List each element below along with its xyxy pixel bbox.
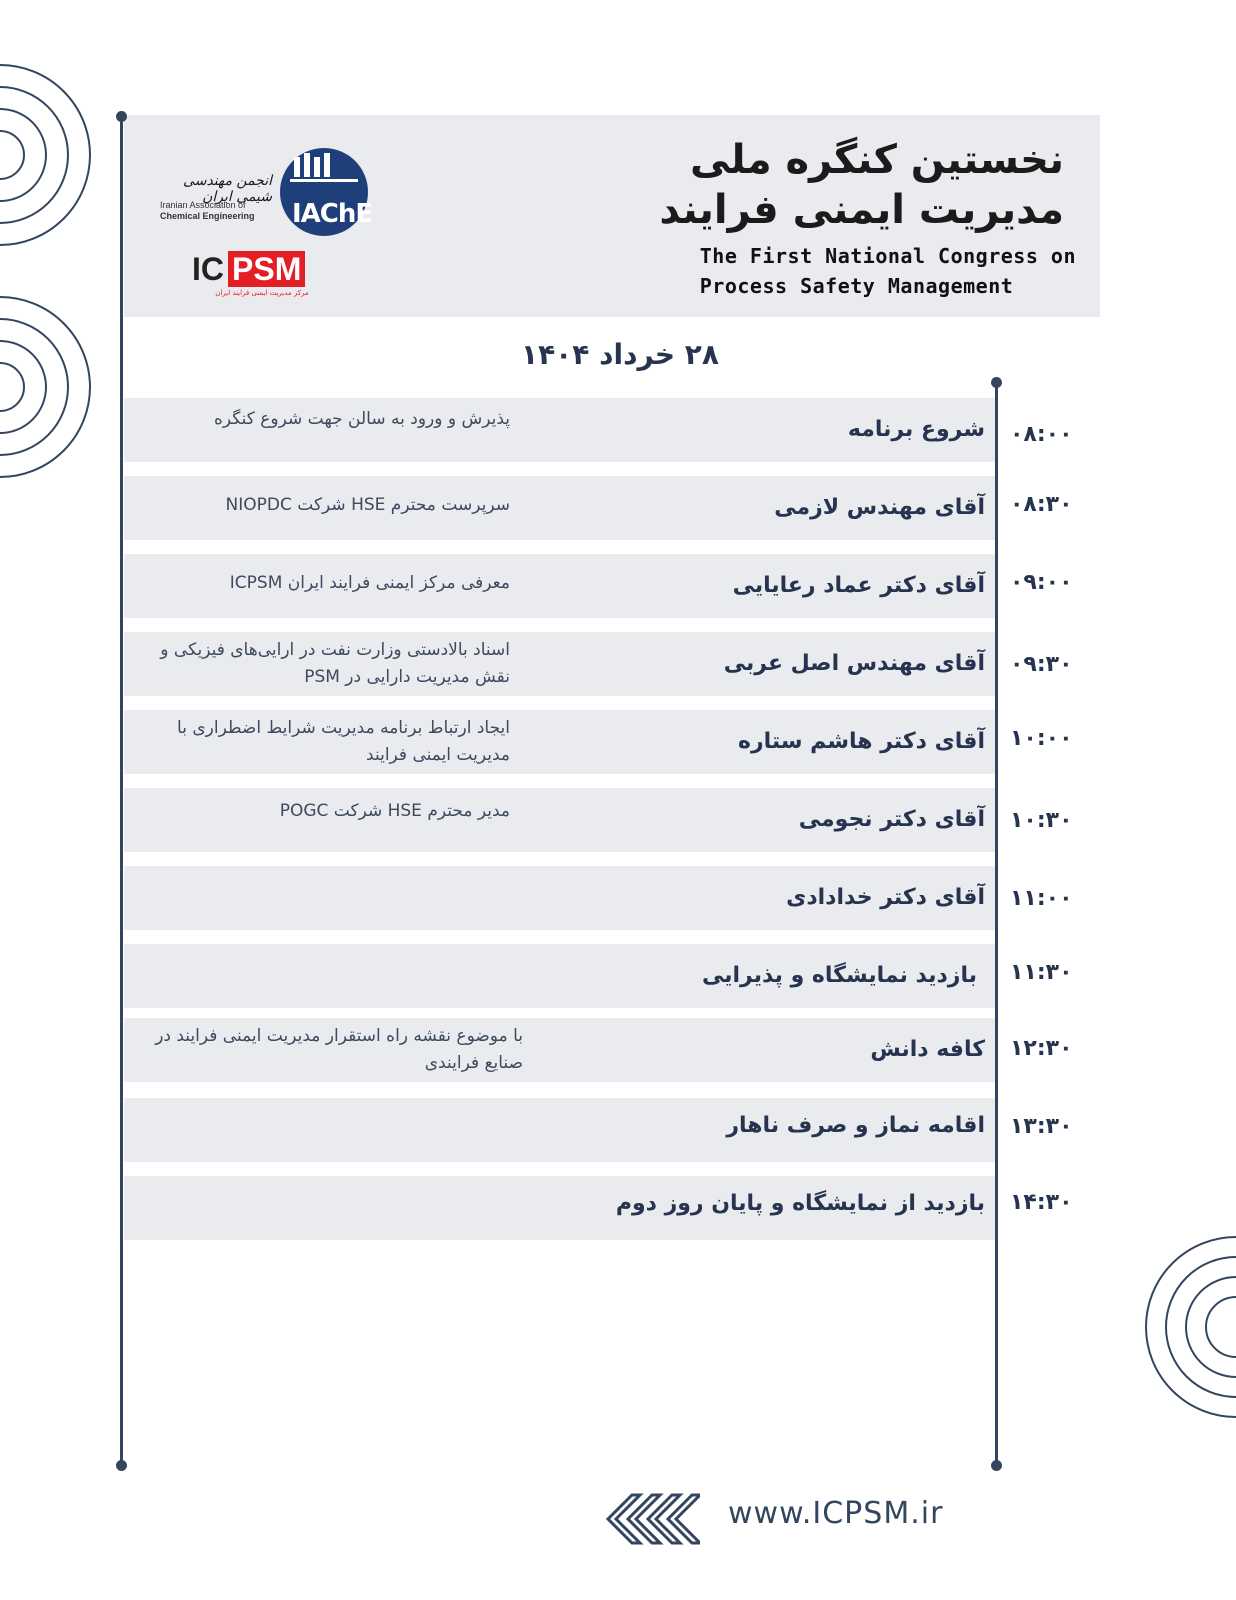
date-title: ۲۸ خرداد ۱۴۰۴	[521, 338, 719, 371]
row-time: ۱۱:۳۰	[1010, 960, 1073, 985]
row-time: ۰۹:۰۰	[1010, 570, 1073, 595]
chevrons-left-icon	[604, 1492, 700, 1546]
row-time: ۱۲:۳۰	[1010, 1036, 1073, 1061]
row-title: شروع برنامه	[847, 417, 985, 442]
iache-name-fa: انجمن مهندسی شیمی ایران	[183, 173, 272, 205]
row-time: ۰۸:۳۰	[1010, 492, 1073, 517]
schedule-row	[124, 1098, 995, 1162]
row-desc: پذیرش و ورود به سالن جهت شروع کنگره	[213, 409, 510, 429]
row-title: آقای دکتر خدادادی	[786, 885, 985, 910]
row-title: آقای دکتر عماد رعایایی	[732, 573, 985, 598]
row-title: بازدید نمایشگاه و پذیرایی	[701, 963, 977, 988]
row-time: ۱۴:۳۰	[1010, 1190, 1073, 1215]
iache-name-en-1: Iranian Association of	[160, 200, 246, 210]
row-time: ۱۰:۳۰	[1010, 808, 1073, 833]
decorative-arcs-mid-left	[0, 292, 95, 482]
schedule-row	[124, 866, 995, 930]
row-time: ۰۸:۰۰	[1010, 422, 1073, 447]
schedule-row	[124, 554, 995, 618]
timeline-dot-top	[991, 377, 1002, 388]
timeline-dot-bottom	[991, 1460, 1002, 1471]
schedule-row	[124, 788, 995, 852]
congress-title-en-line1: The First National Congress on	[699, 244, 1076, 268]
icpsm-logo	[192, 251, 332, 301]
schedule-row	[124, 1018, 995, 1082]
row-desc: سرپرست محترم HSE شرکت NIOPDC	[225, 495, 510, 515]
row-desc: با موضوع نقشه راه استقرار مدیریت ایمنی فرایند در صنایع فرایندی	[155, 1026, 523, 1073]
row-time: ۱۳:۳۰	[1010, 1114, 1073, 1139]
timeline-vertical-line	[995, 382, 998, 1465]
left-line-dot-bottom	[116, 1460, 127, 1471]
icpsm-logo-psm: PSM	[228, 251, 305, 287]
logo-area	[160, 147, 380, 307]
row-time: ۰۹:۳۰	[1010, 652, 1073, 677]
congress-title-en	[700, 241, 1076, 301]
row-desc: اسناد بالادستی وزارت نفت در ارایی‌های فیزیکی و نقش مدیریت دارایی در PSM	[160, 640, 510, 687]
row-title: اقامه نماز و صرف ناهار	[726, 1113, 985, 1138]
schedule-row	[124, 476, 995, 540]
row-desc: مدیر محترم HSE شرکت POGC	[279, 801, 510, 821]
left-line-dot-top	[116, 111, 127, 122]
row-title: آقای مهندس اصل عربی	[723, 651, 985, 676]
decorative-arcs-top-left	[0, 60, 95, 250]
schedule-row	[124, 944, 995, 1008]
congress-title-fa	[659, 135, 1064, 235]
row-title: کافه دانش	[870, 1037, 985, 1062]
iache-name-en-2: Chemical Engineering	[160, 211, 255, 221]
schedule-row	[124, 398, 995, 462]
left-vertical-line	[120, 115, 123, 1465]
row-title: آقای دکتر نجومی	[798, 807, 985, 832]
congress-title-fa-line2: مدیریت ایمنی فرایند	[659, 187, 1064, 233]
congress-title-fa-line1: نخستین کنگره ملی	[690, 137, 1064, 183]
schedule-row	[124, 710, 995, 774]
row-time: ۱۰:۰۰	[1010, 726, 1073, 751]
decorative-arcs-bottom-right	[1141, 1232, 1236, 1422]
congress-title-en-line2: Process Safety Management	[699, 274, 1014, 298]
website-link[interactable]: www.ICPSM.ir	[728, 1496, 944, 1531]
row-desc: معرفی مرکز ایمنی فرایند ایران ICPSM	[229, 573, 510, 593]
icpsm-logo-ic: IC	[192, 251, 224, 287]
row-desc: ایجاد ارتباط برنامه مدیریت شرایط اضطراری با مدیریت ایمنی فرایند	[177, 718, 510, 765]
iache-mark: IAChE	[292, 199, 373, 229]
header-banner	[124, 115, 1100, 317]
schedule-row	[124, 632, 995, 696]
row-time: ۱۱:۰۰	[1010, 886, 1073, 911]
row-title: بازدید از نمایشگاه و پایان روز دوم	[615, 1191, 985, 1216]
schedule-row	[124, 1176, 995, 1240]
row-title: آقای دکتر هاشم ستاره	[737, 729, 985, 754]
icpsm-logo-sub: مرکز مدیریت ایمنی فرایند ایران	[215, 289, 309, 297]
row-title: آقای مهندس لازمی	[774, 495, 985, 520]
